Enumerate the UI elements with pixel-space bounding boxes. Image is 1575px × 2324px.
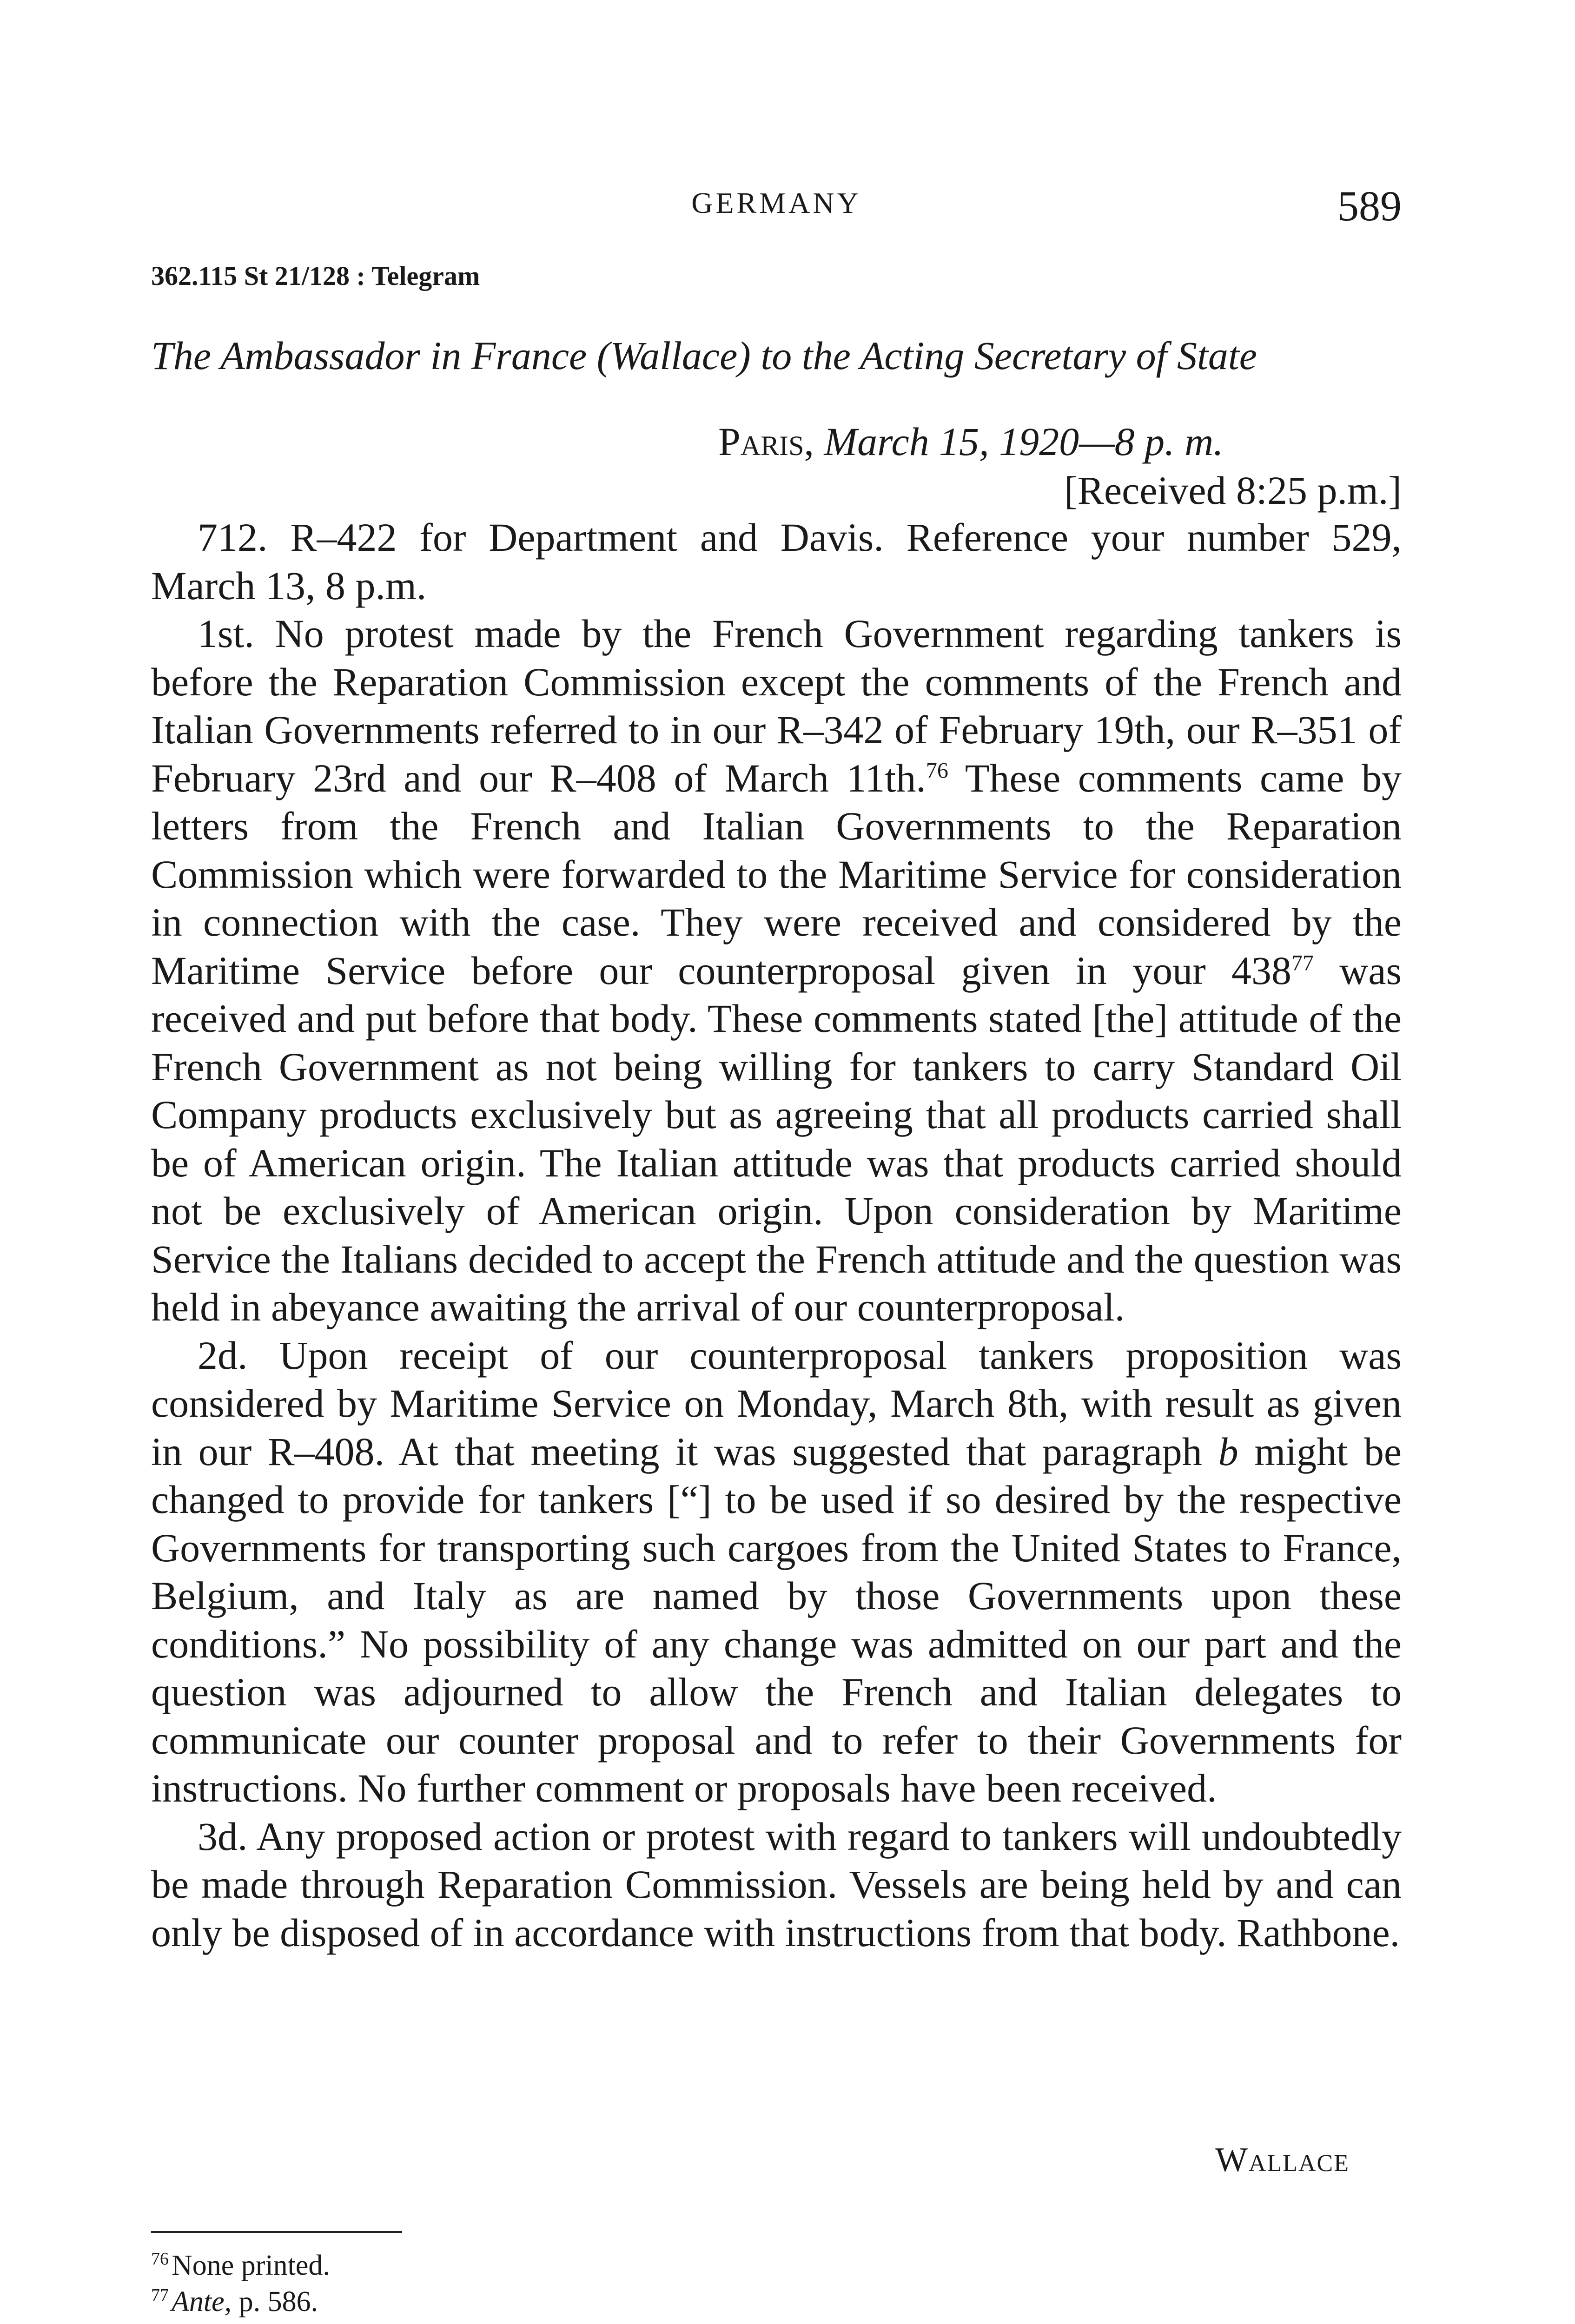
footnote-ref-77: 77 [1291, 950, 1314, 975]
page-number: 589 [1337, 182, 1402, 230]
signature: Wallace [1215, 2141, 1350, 2179]
paragraph-second [151, 1332, 1402, 1813]
file-reference: 362.115 St 21/128 : Telegram [151, 261, 480, 291]
footnote-marker: 76 [151, 2249, 169, 2269]
running-head [151, 181, 1402, 232]
paragraph-first-part-b: These comments came by letters from the French and Italian Governments to the Reparation Commission which were forwarded to the Maritime Service for consideration in connection with the case. They were received and considered by the Maritime Service before our counterproposal given in your 438 [151, 755, 1402, 993]
running-title: GERMANY [691, 186, 861, 219]
footnote-ref-76: 76 [926, 758, 948, 783]
footnote-item [151, 2284, 330, 2320]
footnotes [151, 2247, 330, 2320]
paragraph-first-part-a: 1st. No protest made by the French Government regarding tankers is before the Reparation Commission except the comments of the French and Italian Governments referred to in our R–342 of February 19th, our R–351 of February 23rd and our R–408 of March 11th. [151, 611, 1402, 800]
dateline-place: Paris, [718, 419, 814, 464]
paragraph-third: 3d. Any proposed action or protest with regard to tankers will undoubtedly be made through Reparation Commission. Vessels are being held by and can only be disposed of in accordance with instructions from that body. Rathbone. [151, 1814, 1402, 1955]
paragraph-second-part-a: 2d. Upon receipt of our counterproposal tankers proposition was considered by Maritime Service on Monday, March 8th, with result as given in our R–408. At that meeting it was suggested that paragraph [151, 1333, 1402, 1474]
paragraph-intro: 712. R–422 for Department and Davis. Reference your number 529, March 13, 8 p.m. [151, 515, 1402, 608]
paragraph-letter-b: b [1218, 1429, 1238, 1474]
telegram-body [151, 514, 1402, 1957]
footnote-marker: 77 [151, 2285, 169, 2305]
received-time: [Received 8:25 p.m.] [1064, 468, 1402, 513]
footnote-divider [151, 2231, 402, 2233]
document-title: The Ambassador in France (Wallace) to the Acting Secretary of State [151, 333, 1257, 378]
paragraph-first-part-c: was received and put before that body. These comments stated [the] attitude of the French Government as not being willing for tankers to carry Standard Oil Company products exclusively but as agreeing that all products carried shall be of American origin. The Italian attitude was that products carried should not be exclusively of American origin. Upon consideration by Maritime Service the Italians decided to accept the French attitude and the question was held in abeyance awaiting the arrival of our counterproposal. [151, 948, 1402, 1329]
paragraph-second-part-c: might be changed to provide for tankers [“] to be used if so desired by the respective Governments for transporting such cargoes from the United States to France, Belgium, and Italy as are named by those Governments upon these conditions.” No possibility of any change was admitted on our part and the question was adjourned to allow the French and Italian delegates to communicate our counter proposal and to refer to their Governments for instructions. No further comment or proposals have been received. [151, 1429, 1402, 1810]
dateline-date: March 15, 1920—8 p. m. [824, 419, 1224, 464]
footnote-text: p. 586. [232, 2286, 318, 2317]
footnote-italic: Ante, [172, 2286, 232, 2317]
footnote-item [151, 2247, 330, 2284]
footnote-text: None printed. [172, 2250, 330, 2281]
paragraph-first [151, 610, 1402, 1332]
dateline [718, 418, 1224, 465]
